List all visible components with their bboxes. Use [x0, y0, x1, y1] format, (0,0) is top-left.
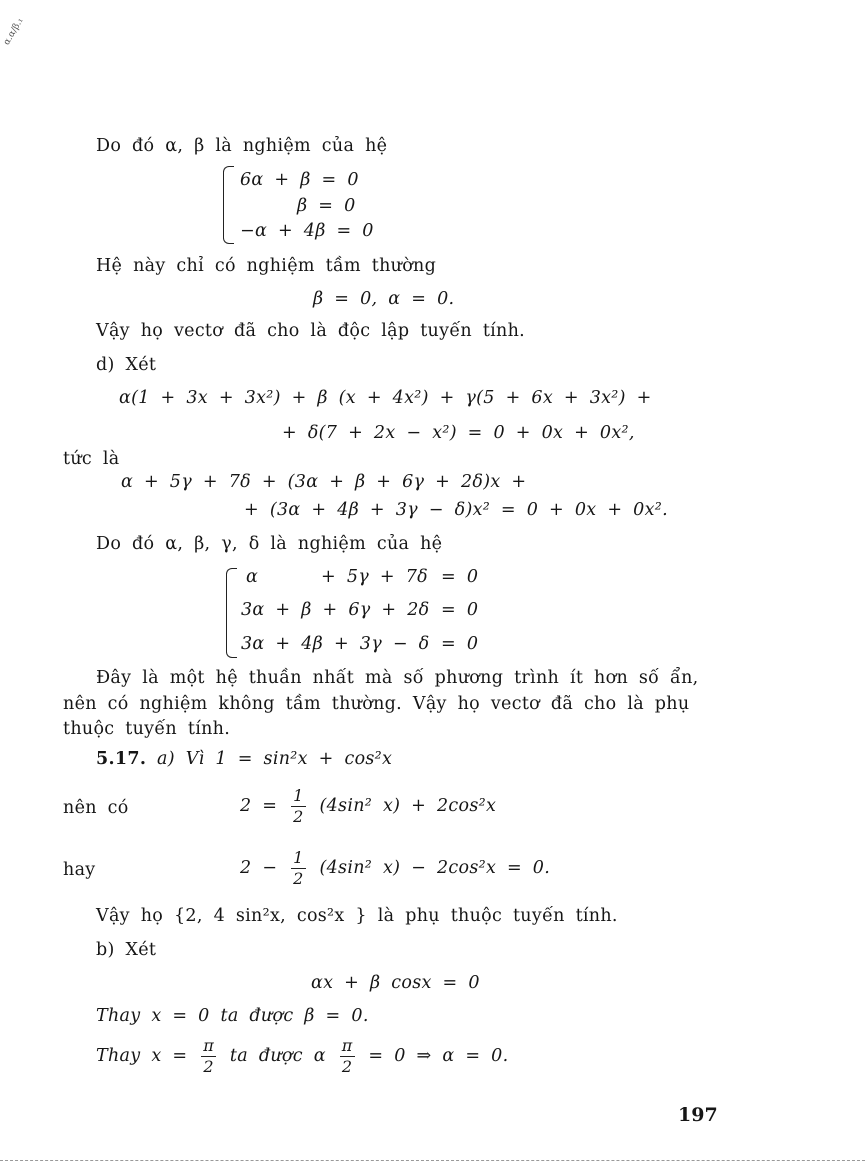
text-line: nên có — [63, 798, 129, 818]
exercise-number: 5.17. — [96, 749, 147, 769]
page-number: 197 — [678, 1104, 718, 1126]
equation-line: −α + 4β = 0 — [240, 221, 374, 241]
text-line: thuộc tuyến tính. — [63, 719, 231, 739]
equation-line: Thay x = $\frac{\pi}{2}$ ta được α $\frac{\pi}{2}$ = 0 ⇒ α = 0. — [96, 1036, 509, 1076]
text-line: Do đó α, β là nghiệm của hệ — [96, 136, 388, 156]
fraction: $\frac{1}{2}$ — [293, 848, 304, 888]
equation-term: + 5γ + 7δ — [321, 567, 428, 587]
equation-line: + (3α + 4β + 3γ − δ)x² = 0 + 0x + 0x². — [244, 500, 668, 520]
fraction: $\frac{1}{2}$ — [293, 786, 304, 826]
equation-term: 3α + β + 6γ + 2δ — [241, 600, 430, 620]
system-brace — [223, 166, 234, 244]
equation-line: + δ(7 + 2x − x²) = 0 + 0x + 0x², — [282, 423, 635, 443]
text-line: tức là — [63, 449, 120, 469]
text-line: nên có nghiệm không tầm thường. Vậy họ vectơ đã cho là phụ — [63, 694, 690, 714]
equation-term: 3α + 4β + 3γ − δ — [241, 634, 430, 654]
text-line: Hệ này chỉ có nghiệm tầm thường — [96, 256, 437, 276]
equation-line: β = 0 — [297, 196, 356, 216]
equation-line: 6α + β = 0 — [240, 170, 359, 190]
fraction: $\frac{\pi}{2}$ — [341, 1036, 353, 1076]
text-line: b) Xét — [96, 940, 157, 960]
text-line: Do đó α, β, γ, δ là nghiệm của hệ — [96, 534, 443, 554]
text-line: Đây là một hệ thuần nhất mà số phương trình ít hơn số ẩn, — [96, 668, 699, 688]
text-line: Vậy họ {2, 4 sin²x, cos²x } là phụ thuộc tuyến tính. — [96, 906, 618, 926]
equation-term: = 0 — [441, 567, 479, 587]
equation-term: = 0 — [441, 634, 479, 654]
text-line: hay — [63, 860, 96, 880]
equation-line: a) Vì 1 = sin²x + cos²x — [157, 749, 393, 769]
equation-line: β = 0, α = 0. — [313, 289, 455, 309]
equation-line: α + 5γ + 7δ + (3α + β + 6γ + 2δ)x + — [121, 472, 527, 492]
equation-line: αx + β cosx = 0 — [311, 973, 480, 993]
text-line: Vậy họ vectơ đã cho là độc lập tuyến tính. — [96, 321, 526, 341]
system-brace — [226, 568, 237, 658]
equation-line: Thay x = 0 ta được β = 0. — [96, 1006, 369, 1026]
equation-line: 2 = $\frac{1}{2}$ (4sin² x) + 2cos²x — [240, 786, 497, 826]
equation-term: α — [246, 567, 259, 587]
equation-term: = 0 — [441, 600, 479, 620]
fraction: $\frac{\pi}{2}$ — [203, 1036, 215, 1076]
page-bottom-rule — [0, 1160, 865, 1161]
margin-note: α.α/β.₁ — [2, 16, 26, 47]
equation-line: 2 − $\frac{1}{2}$ (4sin² x) − 2cos²x = 0. — [240, 848, 551, 888]
text-line: d) Xét — [96, 355, 157, 375]
equation-line: α(1 + 3x + 3x²) + β (x + 4x²) + γ(5 + 6x + 3x²) + — [119, 388, 652, 408]
